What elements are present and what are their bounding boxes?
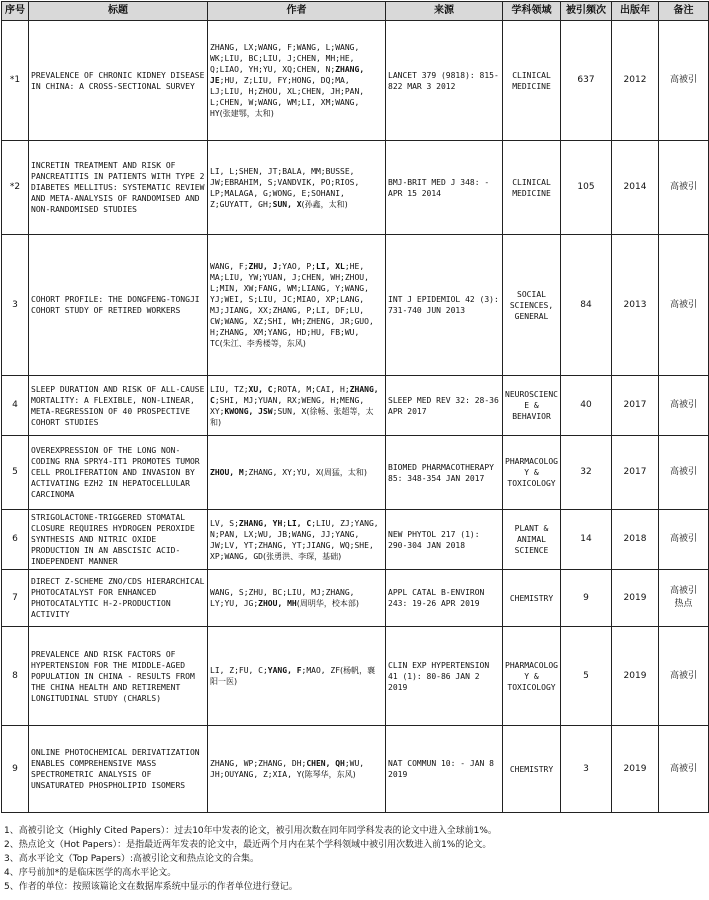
- paper-source: NAT COMMUN 10: - JAN 8 2019: [386, 726, 503, 813]
- author-list: [208, 141, 386, 235]
- footnote-line: 2、热点论文（Hot Papers）：是指最近两年发表的论文中，最近两个月内在某个学科领域中被引用次数进入前1%的论文。: [4, 840, 492, 850]
- local-author: KWONG, JSW: [224, 406, 273, 416]
- paper-title: DIRECT Z-SCHEME ZNO/CDS HIERARCHICAL PHOTOCATALYST FOR ENHANCED PHOTOCATALYTIC H-2-PRODUCTION ACTIVITY: [29, 570, 208, 627]
- paper-source: LANCET 379 (9818): 815-822 MAR 3 2012: [386, 21, 503, 141]
- note-tag: 高被引: [669, 400, 697, 410]
- paper-title: ONLINE PHOTOCHEMICAL DERIVATIZATION ENABLES COMPREHENSIVE MASS SPECTROMETRIC ANALYSIS OF UNSATURATED PHOSPHOLIPID ISOMERS: [29, 726, 208, 813]
- paper-note: [659, 510, 709, 570]
- author-affiliation: (徐畅、张超等，太和): [210, 406, 374, 427]
- paper-title: INCRETIN TREATMENT AND RISK OF PANCREATITIS IN PATIENTS WITH TYPE 2 DIABETES MELLITUS: SYSTEMATIC REVIEW AND META-ANALYSIS OF RANDOMISED AND NON-RANDOMISED STUDIES: [29, 141, 208, 235]
- paper-source: BMJ-BRIT MED J 348: - APR 15 2014: [386, 141, 503, 235]
- table-row: [2, 510, 709, 570]
- footnote-line: 5、作者的单位：按照该篇论文在数据库系统中显示的作者单位进行登记。: [4, 882, 298, 892]
- note-tag: 高被引: [669, 534, 697, 544]
- subject-field: PHARMACOLOGY & TOXICOLOGY: [503, 627, 561, 726]
- local-author: ZHANG, JE: [210, 65, 365, 85]
- header-authors: 作者: [208, 2, 386, 21]
- paper-title: PREVALENCE OF CHRONIC KIDNEY DISEASE IN CHINA: A CROSS-SECTIONAL SURVEY: [29, 21, 208, 141]
- citation-count: 105: [561, 141, 612, 235]
- author-text: ;: [282, 518, 288, 528]
- publication-year: 2019: [612, 627, 659, 726]
- citation-count: 32: [561, 436, 612, 510]
- row-number: 7: [2, 570, 29, 627]
- author-text: LV, S;: [210, 518, 239, 528]
- note-tag: 高被引: [669, 467, 697, 477]
- author-list: [208, 570, 386, 627]
- author-text: LIU, TZ;: [210, 384, 249, 394]
- subject-field: PLANT & ANIMAL SCIENCE: [503, 510, 561, 570]
- note-tag: 高被引: [669, 299, 697, 310]
- paper-source: INT J EPIDEMIOL 42 (3): 731-740 JUN 2013: [386, 235, 503, 376]
- row-number: 3: [2, 235, 29, 376]
- paper-note: [659, 726, 709, 813]
- header-title: 标题: [29, 2, 208, 21]
- paper-source: SLEEP MED REV 32: 28-36 APR 2017: [386, 376, 503, 436]
- paper-note: [659, 436, 709, 510]
- paper-note: [659, 627, 709, 726]
- author-text: ;ROTA, M;CAI, H;: [272, 384, 350, 394]
- subject-field: CHEMISTRY: [503, 570, 561, 627]
- author-affiliation: (周明华，校本部): [296, 599, 359, 608]
- publication-year: 2014: [612, 141, 659, 235]
- paper-title: PREVALENCE AND RISK FACTORS OF HYPERTENSION FOR THE MIDDLE-AGED POPULATION IN CHINA - RESULTS FROM THE CHINA HEALTH AND RETIREMENT LONGITUDINAL STUDY (CHARLS): [29, 627, 208, 726]
- table-row: [2, 570, 709, 627]
- citation-count: 9: [561, 570, 612, 627]
- note-tag: 高被引: [669, 670, 697, 681]
- author-affiliation: (朱江、李秀楼等，东风): [219, 339, 306, 348]
- citation-count: 14: [561, 510, 612, 570]
- local-author: YANG, F: [267, 666, 302, 675]
- footnotes: [4, 824, 706, 894]
- row-number: *2: [2, 141, 29, 235]
- author-list: [208, 726, 386, 813]
- author-list: [208, 376, 386, 436]
- row-number: 6: [2, 510, 29, 570]
- author-text: ;YAO, P;: [277, 262, 316, 271]
- local-author: LI, XL: [315, 262, 345, 271]
- author-text: ;HE, MA;LIU, YW;YUAN, J;CHEN, WH;ZHOU, L;MIN, XW;FANG, WM;LIANG, Y;WANG, YJ;WEI, S;LIU, JC;MIAO, XP;LANG, MJ;JIANG, XX;ZHANG, P;LI, DF;LU, CW;WANG, XZ;SHI, WH;ZHENG, JR;GUO, H;ZHANG, XM;YANG, HD;HU, FB;WU, TC: [210, 262, 374, 348]
- author-text: LI, Z;FU, C;: [210, 666, 268, 675]
- paper-note: [659, 235, 709, 376]
- row-number: 9: [2, 726, 29, 813]
- publication-year: 2018: [612, 510, 659, 570]
- author-text: ;MAO, ZF: [301, 666, 341, 675]
- author-text: ;SHI, MJ;YUAN, RX;WENG, H;MENG, XY;: [210, 395, 365, 416]
- table-body: [2, 21, 709, 813]
- author-list: [208, 436, 386, 510]
- author-list: [208, 510, 386, 570]
- author-text: ;LIU, ZJ;YANG, N;PAN, LX;WU, JB;WANG, JJ;YANG, JW;LV, YT;ZHANG, YT;JIANG, WQ;SHE, XP;WANG, GD: [210, 518, 379, 561]
- author-text: ;WU, JH;OUYANG, Z;XIA, Y: [210, 759, 365, 779]
- table-row: [2, 141, 709, 235]
- publication-year: 2017: [612, 436, 659, 510]
- table-row: [2, 627, 709, 726]
- subject-field: CHEMISTRY: [503, 726, 561, 813]
- author-list: [208, 21, 386, 141]
- author-affiliation: (周猛，太和): [320, 468, 368, 477]
- table-row: [2, 21, 709, 141]
- papers-table: [1, 1, 709, 813]
- author-text: ;SUN, X: [272, 406, 307, 416]
- author-list: [208, 627, 386, 726]
- table-row: [2, 726, 709, 813]
- row-number: *1: [2, 21, 29, 141]
- author-text: ZHANG, LX;WANG, F;WANG, L;WANG, WK;LIU, BC;LIU, J;CHEN, MH;HE, Q;LIAO, YH;YU, XQ;CHEN, N;: [210, 43, 360, 74]
- note-tag: 高被引: [669, 75, 697, 85]
- row-number: 5: [2, 436, 29, 510]
- author-affiliation: (陈琴华，东风): [301, 770, 356, 779]
- subject-field: CLINICAL MEDICINE: [503, 141, 561, 235]
- citation-count: 5: [561, 627, 612, 726]
- header-year: 出版年: [612, 2, 659, 21]
- author-text: ;HU, Z;LIU, FY;HONG, DQ;MA, LJ;LIU, H;ZHOU, XL;CHEN, JH;PAN, L;CHEN, W;WANG, WM;LI, XM;WANG, HY: [210, 76, 365, 118]
- subject-field: NEUROSCIENCE & BEHAVIOR: [503, 376, 561, 436]
- local-author: ZHANG, C: [210, 384, 379, 405]
- header-source: 来源: [386, 2, 503, 21]
- note-tag: 高被引: [669, 586, 697, 596]
- paper-title: COHORT PROFILE: THE DONGFENG-TONGJI COHORT STUDY OF RETIRED WORKERS: [29, 235, 208, 376]
- author-affiliation: (孙鑫，太和): [301, 199, 348, 209]
- publication-year: 2012: [612, 21, 659, 141]
- author-text: WANG, S;ZHU, BC;LIU, MJ;ZHANG, LY;YU, JG;: [210, 588, 355, 608]
- paper-note: [659, 570, 709, 627]
- table-row: [2, 436, 709, 510]
- subject-field: CLINICAL MEDICINE: [503, 21, 561, 141]
- local-author: XU, C: [248, 384, 273, 394]
- author-affiliation: (张建鄂，太和): [219, 109, 274, 118]
- subject-field: PHARMACOLOGY & TOXICOLOGY: [503, 436, 561, 510]
- paper-title: STRIGOLACTONE-TRIGGERED STOMATAL CLOSURE REQUIRES HYDROGEN PEROXIDE SYNTHESIS AND NITRIC OXIDE PRODUCTION IN AN ABSCISIC ACID-INDEPENDENT MANNER: [29, 510, 208, 570]
- paper-note: [659, 21, 709, 141]
- paper-title: OVEREXPRESSION OF THE LONG NON-CODING RNA SPRY4-IT1 PROMOTES TUMOR CELL PROLIFERATION AND INVASION BY ACTIVATING EZH2 IN HEPATOCELLULAR CARCINOMA: [29, 436, 208, 510]
- paper-source: CLIN EXP HYPERTENSION 41 (1): 80-86 JAN 2 2019: [386, 627, 503, 726]
- table-row: [2, 235, 709, 376]
- header-field: 学科领域: [503, 2, 561, 21]
- citation-count: 3: [561, 726, 612, 813]
- citation-count: 84: [561, 235, 612, 376]
- paper-note: [659, 141, 709, 235]
- local-author: SUN, X: [272, 199, 302, 209]
- header-cites: 被引频次: [561, 2, 612, 21]
- local-author: CHEN, QH: [306, 759, 345, 768]
- local-author: ZHANG, YH: [238, 518, 283, 528]
- footnote-line: 4、序号前加*的是临床医学的高水平论文。: [4, 868, 177, 878]
- note-tag: 高被引: [669, 182, 697, 192]
- local-author: LI, C: [287, 518, 312, 528]
- publication-year: 2019: [612, 726, 659, 813]
- paper-source: BIOMED PHARMACOTHERAPY 85: 348-354 JAN 2017: [386, 436, 503, 510]
- paper-title: SLEEP DURATION AND RISK OF ALL-CAUSE MORTALITY: A FLEXIBLE, NON-LINEAR, META-REGRESSION OF 40 PROSPECTIVE COHORT STUDIES: [29, 376, 208, 436]
- publication-year: 2013: [612, 235, 659, 376]
- paper-note: [659, 376, 709, 436]
- local-author: ZHOU, M: [210, 468, 244, 477]
- footnote-line: 1、高被引论文（Highly Cited Papers）：过去10年中发表的论文，被引用次数在同年同学科发表的论文中进入全球前1%。: [4, 826, 497, 836]
- note-tag: 热点: [674, 599, 693, 609]
- paper-source: APPL CATAL B-ENVIRON 243: 19-26 APR 2019: [386, 570, 503, 627]
- author-text: ZHANG, WP;ZHANG, DH;: [210, 759, 307, 768]
- citation-count: 40: [561, 376, 612, 436]
- header-note: 备注: [659, 2, 709, 21]
- author-affiliation: (张勇洪、李琛，基础): [262, 551, 342, 561]
- footnote-line: 3、高水平论文（Top Papers）:高被引论文和热点论文的合集。: [4, 854, 259, 864]
- publication-year: 2017: [612, 376, 659, 436]
- row-number: 4: [2, 376, 29, 436]
- author-text: WANG, F;: [210, 262, 249, 271]
- paper-source: NEW PHYTOL 217 (1): 290-304 JAN 2018: [386, 510, 503, 570]
- local-author: ZHU, J: [248, 262, 278, 271]
- author-affiliation: (杨帆，襄阳一医): [210, 666, 376, 686]
- row-number: 8: [2, 627, 29, 726]
- publication-year: 2019: [612, 570, 659, 627]
- local-author: ZHOU, MH: [258, 599, 297, 608]
- author-text: LI, L;SHEN, JT;BALA, MM;BUSSE, JW;EBRAHIM, S;VANDVIK, PO;RIOS, LP;MALAGA, G;WONG, E;SOHANI, Z;GUYATT, GH;: [210, 166, 360, 209]
- header-no: 序号: [2, 2, 29, 21]
- table-row: [2, 376, 709, 436]
- note-tag: 高被引: [669, 763, 697, 774]
- citation-count: 637: [561, 21, 612, 141]
- header-row: [2, 2, 709, 21]
- subject-field: SOCIAL SCIENCES, GENERAL: [503, 235, 561, 376]
- author-text: ;ZHANG, XY;YU, X: [243, 468, 321, 477]
- author-list: [208, 235, 386, 376]
